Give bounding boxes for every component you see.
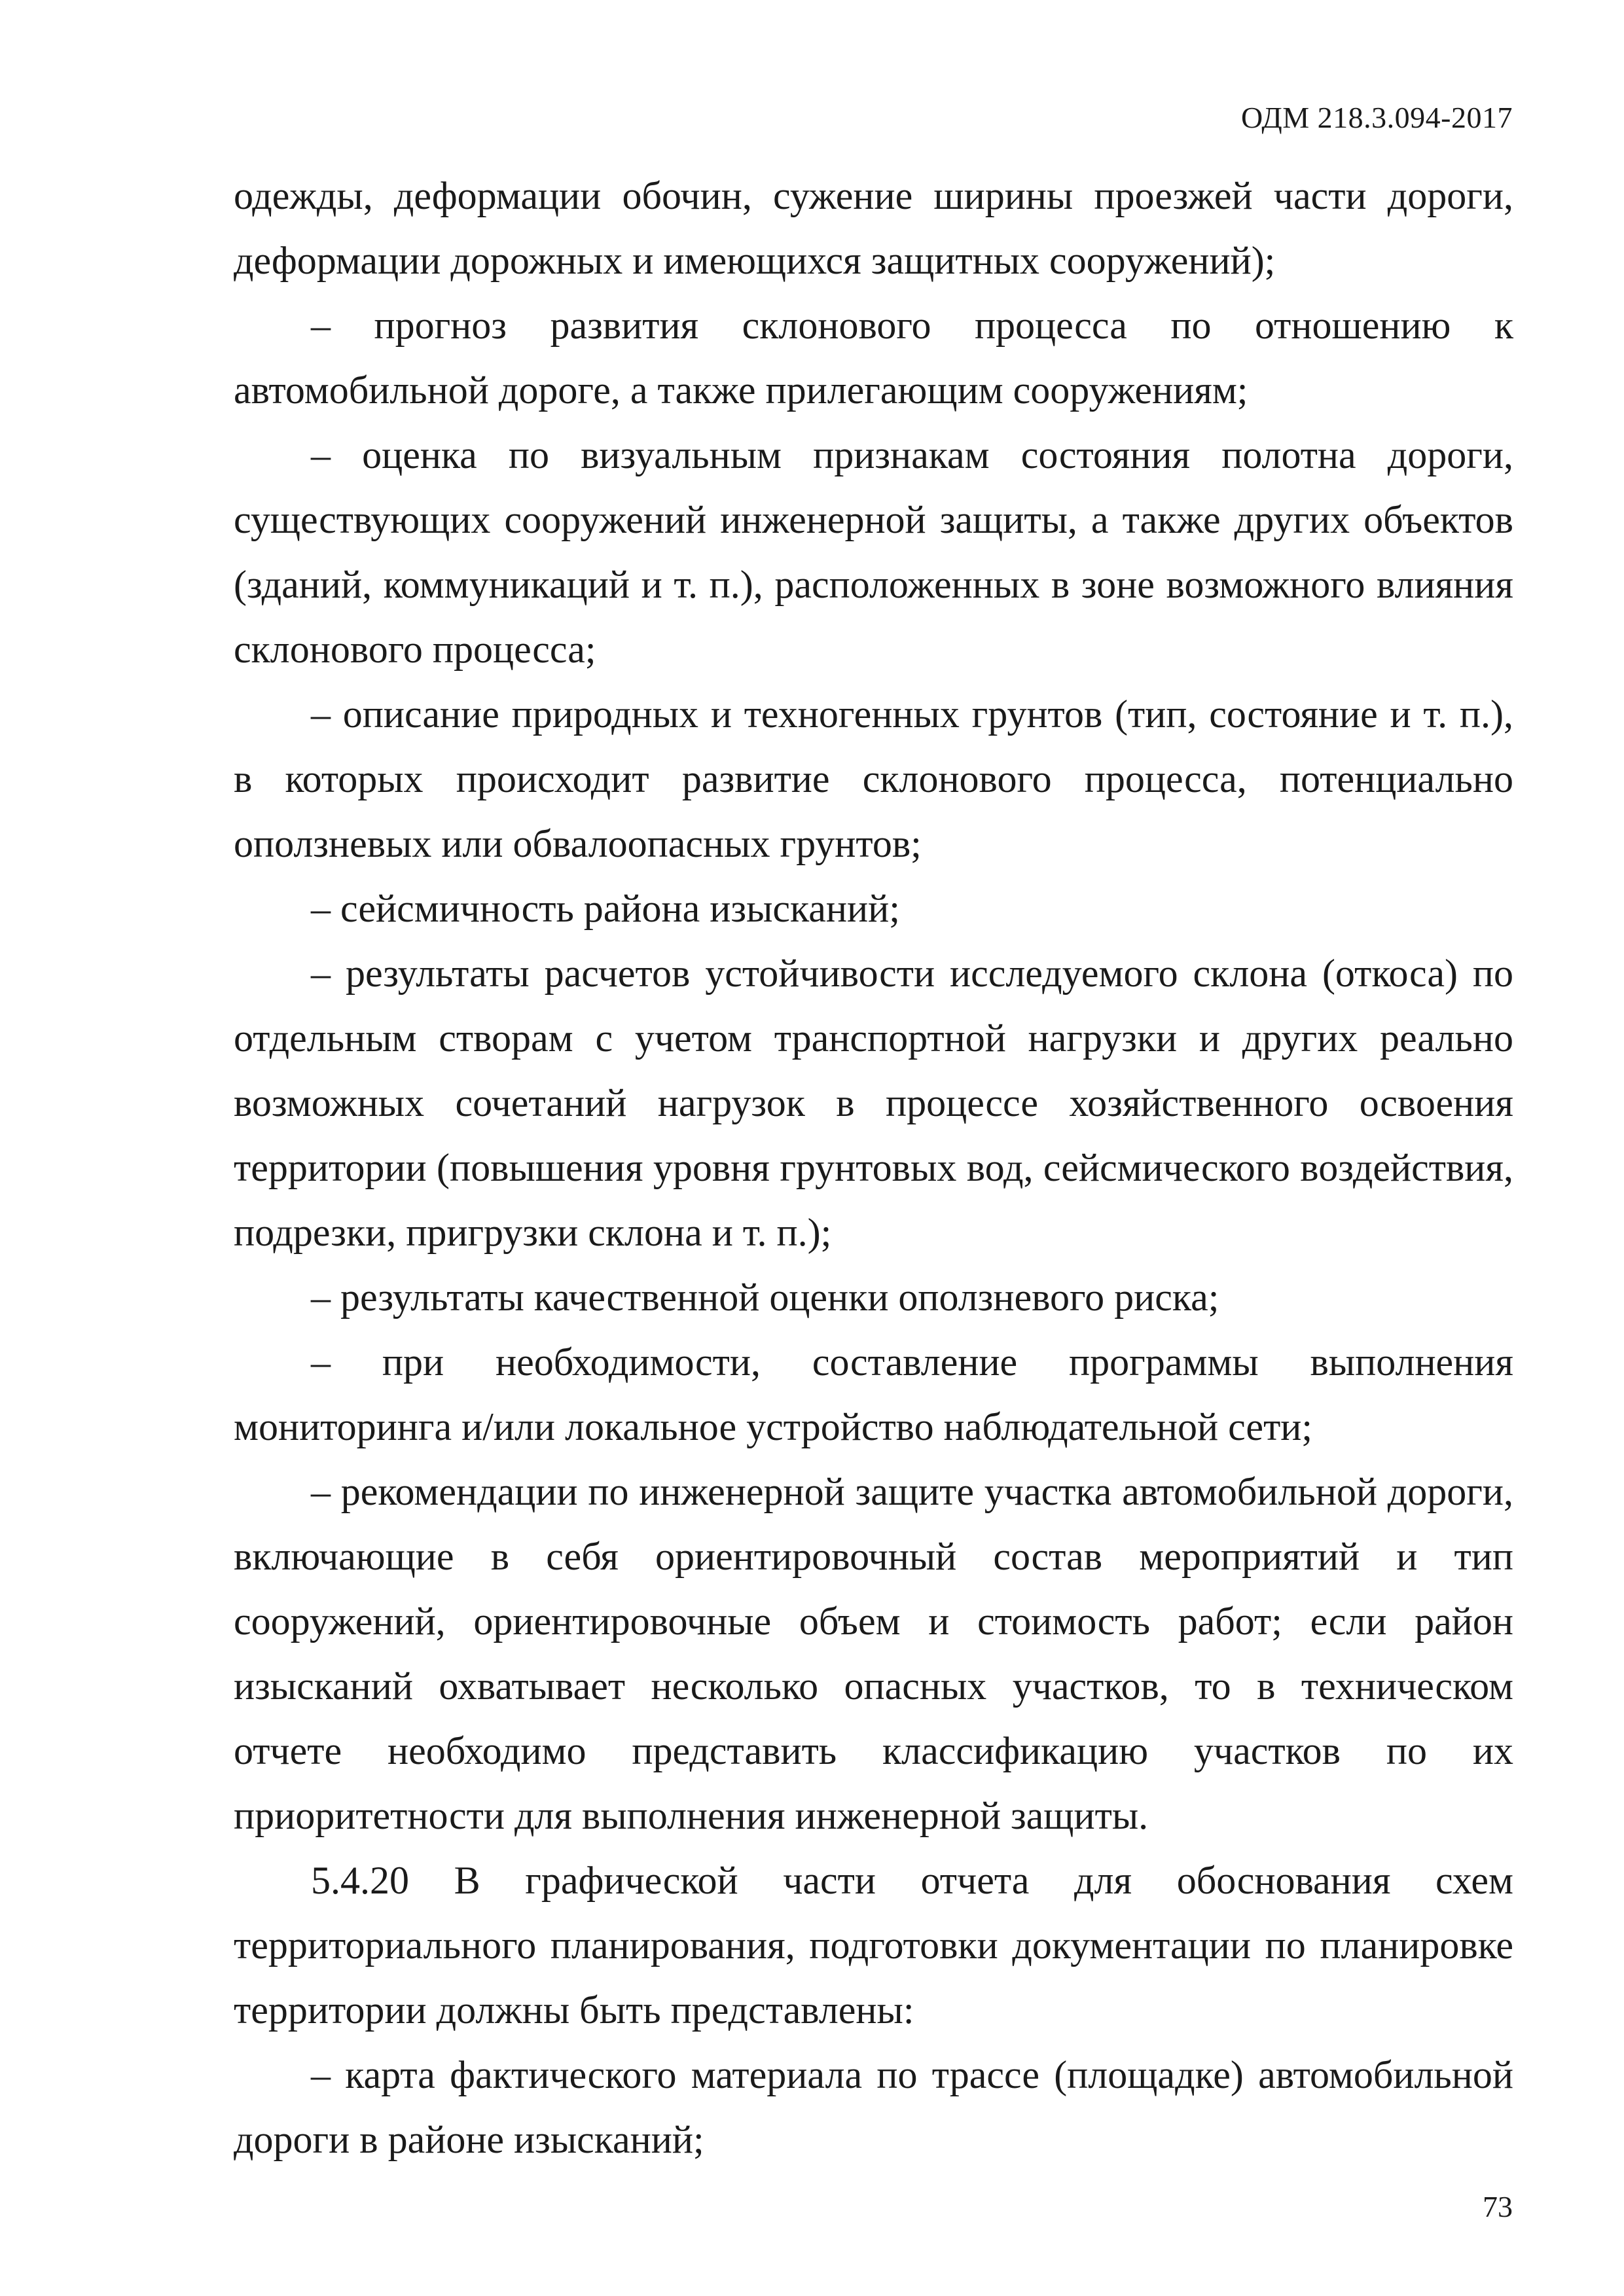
list-item-visual-assessment: – оценка по визуальным признакам состояния полотна дороги, существующих сооружений инженерной защиты, а также других объектов (зданий, коммуникаций и т. п.), расположенных в зоне возможного влияния склонового процесса; [234, 433, 1513, 671]
list-item-monitoring-program: – при необходимости, составление программы выполнения мониторинга и/или локальное устройство наблюдательной сети; [234, 1340, 1513, 1448]
list-item-soil-description: – описание природных и техногенных грунтов (тип, состояние и т. п.), в которых происходит развитие склонового процесса, потенциально оползневых или обвалоопасных грунтов; [234, 692, 1513, 865]
paragraph-continuation: одежды, деформации обочин, сужение ширины проезжей части дороги, деформации дорожных и имеющихся защитных сооружений); [234, 174, 1513, 282]
document-code: ОДМ 218.3.094-2017 [1240, 101, 1513, 134]
list-item-protection-recommendations: – рекомендации по инженерной защите участка автомобильной дороги, включающие в себя ориентировочный состав мероприятий и тип сооружений, ориентировочные объем и стоимость работ; если район изысканий охватывает несколько опасных участков, то в техническом отчете необходимо представить классификацию участков по их приоритетности для выполнения инженерной защиты. [234, 1470, 1513, 1837]
list-item-landslide-risk: – результаты качественной оценки оползневого риска; [311, 1276, 1219, 1319]
section-5-4-20: 5.4.20 В графической части отчета для обоснования схем территориального планирования, подготовки документации по планировке территории должны быть представлены: [234, 1859, 1513, 2032]
list-item-factual-map: – карта фактического материала по трассе (площадке) автомобильной дороги в районе изысканий; [234, 2053, 1513, 2161]
document-body [234, 164, 1513, 2172]
list-item-stability-calculations: – результаты расчетов устойчивости исследуемого склона (откоса) по отдельным створам с учетом транспортной нагрузки и других реально возможных сочетаний нагрузок в процессе хозяйственного освоения территории (повышения уровня грунтовых вод, сейсмического воздействия, подрезки, пригрузки склона и т. п.); [234, 952, 1513, 1254]
list-item-forecast: – прогноз развития склонового процесса по отношению к автомобильной дороге, а также прилегающим сооружениям; [234, 304, 1513, 412]
list-item-seismicity: – сейсмичность района изысканий; [311, 887, 900, 930]
page-number: 73 [1483, 2190, 1513, 2223]
